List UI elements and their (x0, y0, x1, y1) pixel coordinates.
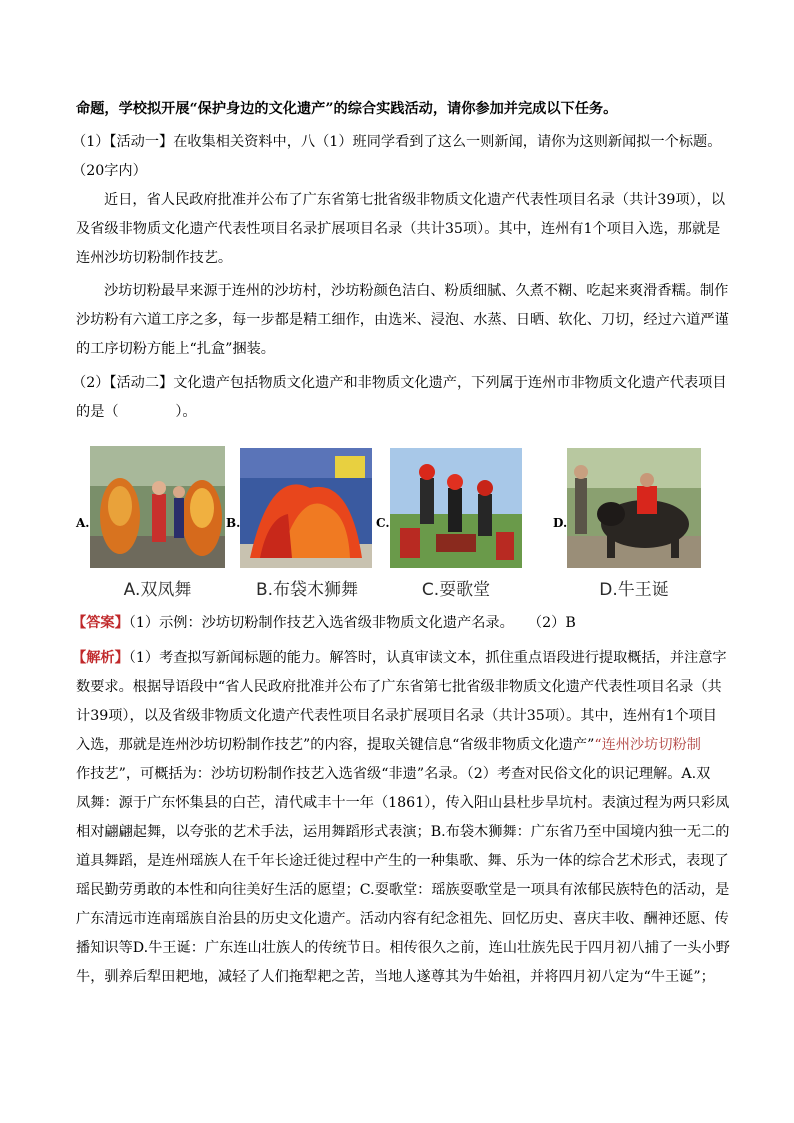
news-paragraph-1-line-2: 及省级非物质文化遗产代表性项目名录扩展项目名录（共计35项）。其中，连州有1个项目入选，那就是 (76, 221, 721, 237)
option-a-letter: A. (76, 516, 90, 530)
option-b-image (240, 448, 372, 568)
news-paragraph-2-line-3: 的工序切粉方能上“扎盒”捆装。 (76, 341, 275, 357)
analysis-line-11: 播知识等D.牛王诞：广东连山壮族人的传统节日。相传很久之前，连山壮族先民于四月初八捕了一头小野 (76, 940, 730, 956)
option-d-caption: D.牛王诞 (599, 580, 669, 600)
question-1-line: （1）【活动一】在收集相关资料中，八（1）班同学看到了这么一则新闻，请你为这则新闻拟一个标题。 (72, 134, 722, 150)
answer-line (72, 612, 576, 634)
analysis-line-2: 数要求。根据导语段中“省人民政府批准并公布了广东省第七批省级非物质文化遗产代表性项目名录（共 (76, 679, 722, 695)
analysis-line-10: 广东清远市连南瑶族自治县的历史文化遗产。活动内容有纪念祖先、回忆历史、喜庆丰收、酬神还愿、传 (76, 911, 729, 927)
analysis-line-12: 牛，驯养后犁田耙地，减轻了人们拖犁耙之苦，当地人遂尊其为牛始祖，并将四月初八定为“牛王诞”； (76, 969, 715, 985)
question-1-limit: （20字内） (72, 163, 147, 179)
option-d-image (567, 448, 701, 568)
option-d-letter: D. (553, 516, 568, 530)
analysis-text-1: （1）考查拟写新闻标题的能力。解答时，认真审读文本，抓住重点语段进行提取概括，并注意字 (128, 650, 727, 666)
option-c-caption: C.耍歌堂 (421, 580, 491, 600)
analysis-text-4b: “连州沙坊切粉制 (594, 737, 701, 753)
analysis-line-4 (76, 734, 701, 756)
option-b-caption: B.布袋木狮舞 (255, 580, 359, 600)
news-paragraph-1-line-3: 连州沙坊切粉制作技艺。 (76, 250, 233, 266)
analysis-line-5: 作技艺”，可概括为：沙坊切粉制作技艺入选省级“非遗”名录。（2）考查对民俗文化的识记理解。A.双 (76, 766, 711, 782)
analysis-line-3: 计39项），以及省级非物质文化遗产代表性项目名录扩展项目名录（共计35项）。其中，连州有1个项目 (76, 708, 717, 724)
analysis-line-1 (72, 647, 727, 669)
news-paragraph-1-line-1: 近日，省人民政府批准并公布了广东省第七批省级非物质文化遗产代表性项目名录（共计39项），以 (104, 192, 726, 208)
question-2-line: （2）【活动二】文化遗产包括物质文化遗产和非物质文化遗产，下列属于连州市非物质文化遗产代表项目 (72, 375, 727, 391)
option-a-image (90, 446, 225, 568)
option-c-image (390, 448, 522, 568)
option-c-letter: C. (376, 516, 390, 530)
analysis-line-7: 相对翩翩起舞，以夸张的艺术手法，运用舞蹈形式表演；B.布袋木狮舞：广东省乃至中国境内独一无二的 (76, 824, 730, 840)
option-b-letter: B. (226, 516, 241, 530)
option-a-caption: A.双凤舞 (123, 580, 192, 600)
news-paragraph-2-line-1: 沙坊切粉最早来源于连州的沙坊村，沙坊粉颜色洁白、粉质细腻、久煮不糊、吃起来爽滑香糯。制作 (104, 283, 729, 299)
intro-line: 命题，学校拟开展“保护身边的文化遗产”的综合实践活动，请你参加并完成以下任务。 (76, 101, 618, 117)
analysis-tag: 【解析】 (72, 650, 129, 666)
news-paragraph-2-line-2: 沙坊粉有六道工序之多，每一步都是精工细作，由选米、浸泡、水蒸、日晒、软化、刀切，经过六道严谨 (76, 312, 729, 328)
question-2-blank-line: 的是（ ）。 (76, 404, 197, 420)
analysis-line-8: 道具舞蹈，是连州瑶族人在千年长途迁徙过程中产生的一种集歌、舞、乐为一体的综合艺术形式，表现了 (76, 853, 729, 869)
analysis-line-9: 瑶民勤劳勇敢的本性和向往美好生活的愿望；C.耍歌堂：瑶族耍歌堂是一项具有浓郁民族特色的活动，是 (76, 882, 730, 898)
answer-tag: 【答案】 (72, 615, 129, 631)
analysis-text-4a: 入选，那就是连州沙坊切粉制作技艺”的内容，提取关键信息“省级非物质文化遗产” (76, 737, 595, 753)
answer-text: （1）示例：沙坊切粉制作技艺入选省级非物质文化遗产名录。 （2）B (128, 615, 576, 631)
analysis-line-6: 凤舞：源于广东怀集县的白芒，清代咸丰十一年（1861），传入阳山县杜步旱坑村。表演过程为两只彩凤 (76, 795, 730, 811)
